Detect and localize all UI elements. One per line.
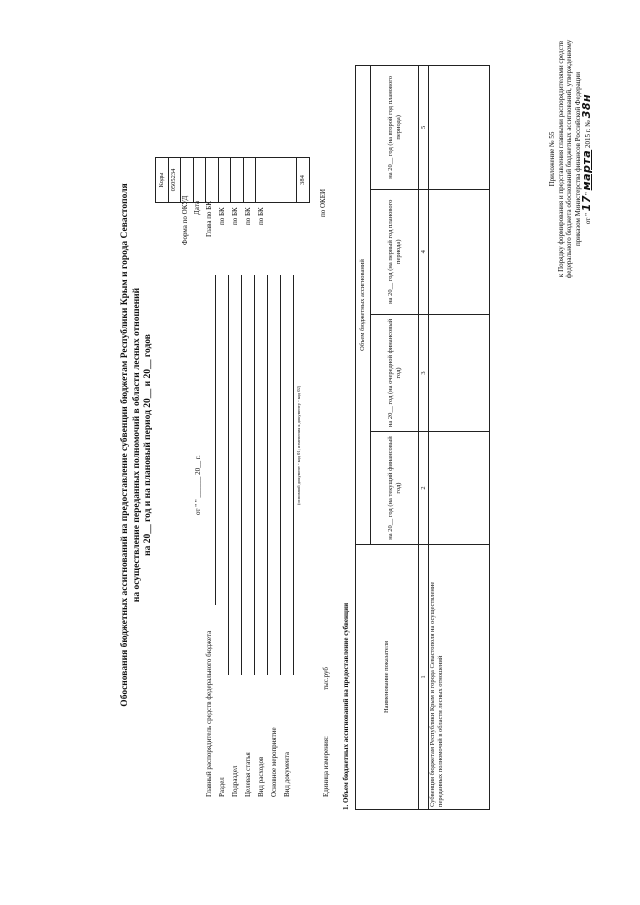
handwritten-month: марта: [580, 149, 593, 191]
appendix-line-2: федерального бюджета обоснований бюджетных ассигнований, утвержденному: [565, 39, 573, 279]
field-line-doc-type: [293, 275, 294, 675]
field-label-main-distributor: Главный распорядитель средств федерального бюджета: [205, 630, 213, 797]
code-section: [206, 158, 219, 203]
code-glava: [193, 158, 206, 203]
title-line-1: Обоснования бюджетных ассигнований на предоставление субвенции бюджетам Республики Крым и города Севастополя: [120, 183, 130, 707]
budget-table: [355, 65, 490, 810]
col-num-4: 4: [419, 189, 429, 314]
field-line-expense-type: [267, 275, 268, 675]
date-line: от " " ______ 20__ г.: [194, 455, 202, 515]
col-num-3: 3: [419, 314, 429, 431]
document-title: [120, 135, 155, 755]
codes-table: [155, 157, 310, 203]
field-label-expense-type: Вид расходов: [257, 756, 265, 797]
doc-type-hint: (основной документ - код 01; изменения к документу - код 02): [296, 385, 301, 505]
appendix-header: [548, 9, 593, 309]
cell-plan-year-2: [429, 66, 490, 190]
forma-okud-label: Форма по ОКУД: [181, 195, 189, 245]
code-subsection: [218, 158, 231, 203]
field-label-main-activity: Основное мероприятие: [270, 727, 278, 797]
codes-header: Коды: [156, 158, 169, 203]
field-line-subsection: [241, 275, 242, 675]
date-label: Дата: [193, 201, 201, 215]
col-group-header: Объем бюджетных ассигнований: [356, 66, 371, 545]
field-line-section: [228, 275, 229, 675]
code-target-article: [231, 158, 244, 203]
appendix-line-3: приказом Министерства финансов Российской Федерации: [573, 72, 582, 246]
field-line-target-article: [254, 275, 255, 675]
table-row: [429, 66, 490, 810]
section-title: 1. Объем бюджетных ассигнований на предоставление субвенции: [342, 602, 350, 810]
code-expense-type: [243, 158, 256, 203]
field-line-main-activity: [280, 275, 281, 675]
unit-value: тыс.руб: [322, 667, 330, 690]
cell-plan-year-1: [429, 189, 490, 314]
appendix-date: от " 17" марта 2015 г. № 38н: [580, 93, 593, 225]
col-num-1: 1: [419, 545, 429, 810]
cell-next-year: [429, 314, 490, 431]
field-right-target-article: по БК: [244, 207, 252, 225]
title-line-2: на осуществление переданных полномочий в области лесных отношений: [131, 287, 142, 603]
field-right-subsection: по БК: [231, 207, 239, 225]
code-date: [181, 158, 194, 203]
field-label-target-article: Целевая статья: [244, 752, 252, 797]
appendix-number: Приложение № 55: [548, 131, 556, 187]
col-num-5: 5: [419, 66, 429, 190]
field-right-expense-type: по БК: [257, 207, 265, 225]
field-line-main-distributor: [215, 275, 216, 605]
col-header-plan-year-2: на 20__ год (на второй год планового периода): [371, 66, 419, 190]
field-label-section: Раздел: [218, 777, 226, 797]
col-header-indicator: Наименование показателя: [356, 545, 419, 810]
title-line-3: на 20__ год и на плановый период 20__ и 20__ годов: [143, 334, 153, 556]
cell-current-year: [429, 432, 490, 545]
col-header-plan-year-1: на 20__ год (на первый год планового периода): [371, 189, 419, 314]
handwritten-day: 17: [580, 195, 593, 212]
code-main-activity: [256, 158, 297, 203]
field-right-main-distributor: Глава по БК: [205, 201, 213, 237]
col-num-2: 2: [419, 432, 429, 545]
field-label-doc-type: Вид документа: [283, 751, 291, 797]
field-label-subsection: Подраздел: [231, 765, 239, 797]
col-header-current-year: на 20__ год (на текущий финансовый год): [371, 432, 419, 545]
okei-label: по ОКЕИ: [319, 188, 327, 217]
code-okei: 384: [297, 158, 310, 203]
code-okud: 0505234: [168, 158, 181, 203]
field-right-section: по БК: [218, 207, 226, 225]
appendix-line-1: к Порядку формирования и представления главными распорядителями средств: [556, 40, 565, 278]
unit-label: Единица измерения:: [322, 736, 330, 797]
col-header-next-year: на 20__ год (на очередной финансовый год): [371, 314, 419, 431]
row-label-subvention: Субвенция бюджетам Республики Крым и города Севастополя на осуществление переданных полномочий в области лесных отношений: [429, 545, 490, 810]
handwritten-number: 38н: [580, 93, 593, 119]
